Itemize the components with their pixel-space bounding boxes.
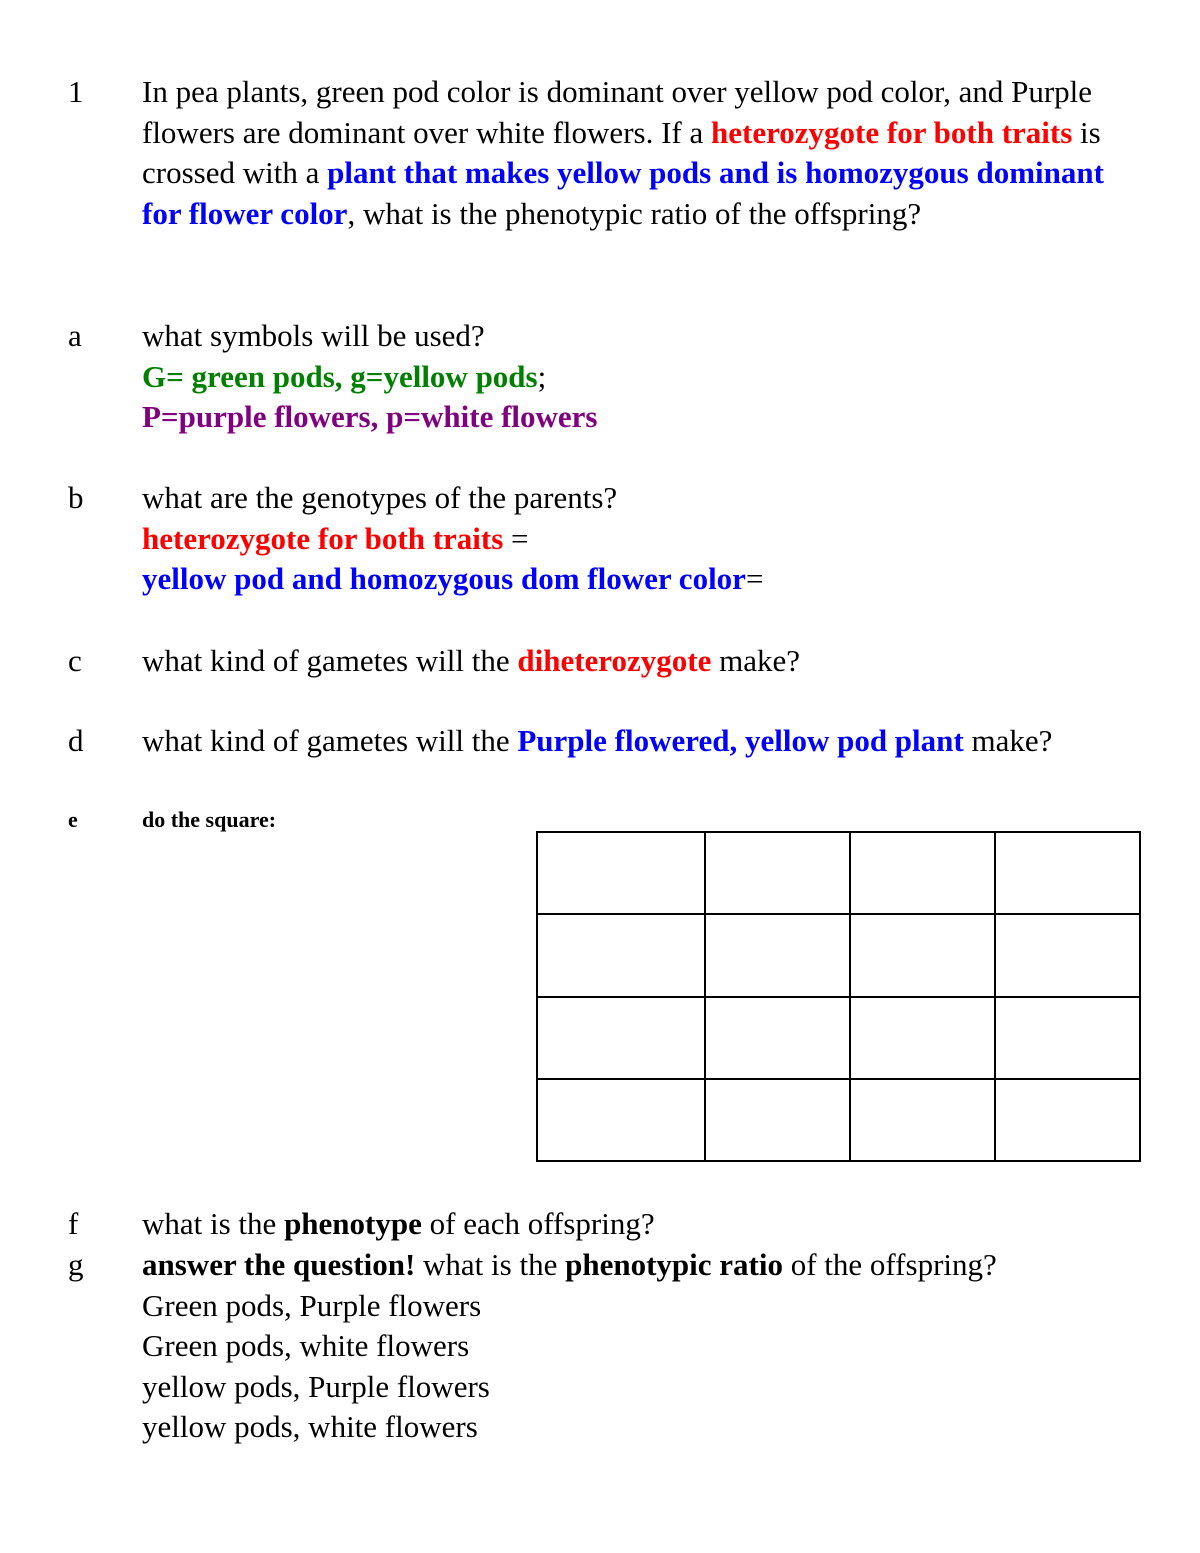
highlight-purple-yellow-plant: Purple flowered, yellow pod plant bbox=[517, 723, 964, 758]
question-g-mid: what is the bbox=[415, 1247, 566, 1282]
punnett-cell[interactable] bbox=[995, 832, 1140, 914]
punnett-row bbox=[537, 1079, 1140, 1161]
punnett-row bbox=[537, 997, 1140, 1079]
punnett-cell[interactable] bbox=[537, 997, 705, 1079]
question-1-text-part3: , what is the phenotypic ratio of the offspring? bbox=[347, 195, 922, 231]
punnett-cell[interactable] bbox=[537, 914, 705, 996]
parent-1-equals: = bbox=[503, 520, 529, 556]
phenotype-item: Green pods, Purple flowers bbox=[142, 1287, 482, 1323]
symbols-pods-end: ; bbox=[537, 358, 547, 394]
symbols-pods-text: G= green pods, g=yellow pods bbox=[142, 358, 538, 394]
question-label-c: c bbox=[68, 643, 82, 678]
question-a-body bbox=[142, 316, 1142, 438]
question-c-pre: what kind of gametes will the bbox=[142, 643, 518, 678]
punnett-cell[interactable] bbox=[850, 1079, 995, 1161]
punnett-cell[interactable] bbox=[850, 832, 995, 914]
punnett-square bbox=[536, 831, 1141, 1162]
punnett-cell[interactable] bbox=[995, 997, 1140, 1079]
punnett-cell[interactable] bbox=[995, 914, 1140, 996]
question-label-d: d bbox=[68, 723, 84, 758]
punnett-cell[interactable] bbox=[850, 997, 995, 1079]
question-f-post: of each offspring? bbox=[421, 1206, 655, 1241]
question-d-text bbox=[142, 721, 1102, 762]
phenotype-item: yellow pods, white flowers bbox=[142, 1409, 478, 1444]
question-e-text: do the square: bbox=[142, 807, 277, 832]
question-c-text bbox=[142, 641, 1142, 682]
question-number: 1 bbox=[68, 74, 84, 109]
question-1-text-part2: is crossed with a bbox=[142, 114, 1101, 190]
question-g-body bbox=[142, 1245, 1142, 1448]
symbols-pods bbox=[142, 357, 1142, 398]
bold-phenotypic-ratio: phenotypic ratio bbox=[565, 1247, 783, 1282]
punnett-cell[interactable] bbox=[705, 832, 850, 914]
parent-1-genotype bbox=[142, 519, 1142, 560]
question-label-g: g bbox=[68, 1247, 84, 1282]
punnett-row bbox=[537, 914, 1140, 996]
highlight-diheterozygote: diheterozygote bbox=[517, 643, 712, 678]
highlight-yellow-pod-plant: plant that makes yellow pods and is homozygous dominant for flower color bbox=[142, 155, 1104, 231]
punnett-cell[interactable] bbox=[850, 914, 995, 996]
question-b-text: what are the genotypes of the parents? bbox=[142, 480, 618, 515]
question-1-text-part1: In pea plants, green pod color is dominant over yellow pod color, and Purple flowers are dominant over white flowers. If a bbox=[142, 74, 1093, 150]
punnett-cell[interactable] bbox=[537, 1079, 705, 1161]
question-label-f: f bbox=[68, 1206, 79, 1241]
parent-1-label: heterozygote for both traits bbox=[142, 520, 504, 556]
punnett-cell[interactable] bbox=[705, 1079, 850, 1161]
question-b-body bbox=[142, 478, 1142, 600]
question-d-pre: what kind of gametes will the bbox=[142, 723, 518, 758]
punnett-cell[interactable] bbox=[705, 997, 850, 1079]
question-a-text: what symbols will be used? bbox=[142, 318, 485, 353]
parent-2-genotype bbox=[142, 559, 1142, 600]
parent-2-label: yellow pod and homozygous dom flower color bbox=[142, 561, 746, 596]
question-g-post: of the offspring? bbox=[782, 1247, 997, 1282]
question-label-a: a bbox=[68, 318, 82, 353]
symbols-flowers: P=purple flowers, p=white flowers bbox=[142, 399, 598, 434]
question-1-text bbox=[142, 72, 1142, 234]
bold-phenotype: phenotype bbox=[284, 1206, 422, 1241]
question-f-pre: what is the bbox=[142, 1206, 285, 1241]
question-label-b: b bbox=[68, 480, 84, 515]
question-c-post: make? bbox=[711, 643, 800, 678]
punnett-cell[interactable] bbox=[705, 914, 850, 996]
punnett-cell[interactable] bbox=[537, 832, 705, 914]
question-f-text bbox=[142, 1204, 1142, 1245]
question-d-post: make? bbox=[963, 723, 1053, 758]
punnett-row bbox=[537, 832, 1140, 914]
question-g-text bbox=[142, 1245, 1142, 1286]
phenotype-item: Green pods, white flowers bbox=[142, 1328, 470, 1363]
question-label-e: e bbox=[68, 807, 78, 832]
phenotype-item: yellow pods, Purple flowers bbox=[142, 1368, 490, 1404]
highlight-heterozygote: heterozygote for both traits bbox=[711, 114, 1073, 150]
parent-2-equals: = bbox=[745, 561, 764, 596]
punnett-cell[interactable] bbox=[995, 1079, 1140, 1161]
bold-answer-question: answer the question! bbox=[142, 1247, 416, 1282]
